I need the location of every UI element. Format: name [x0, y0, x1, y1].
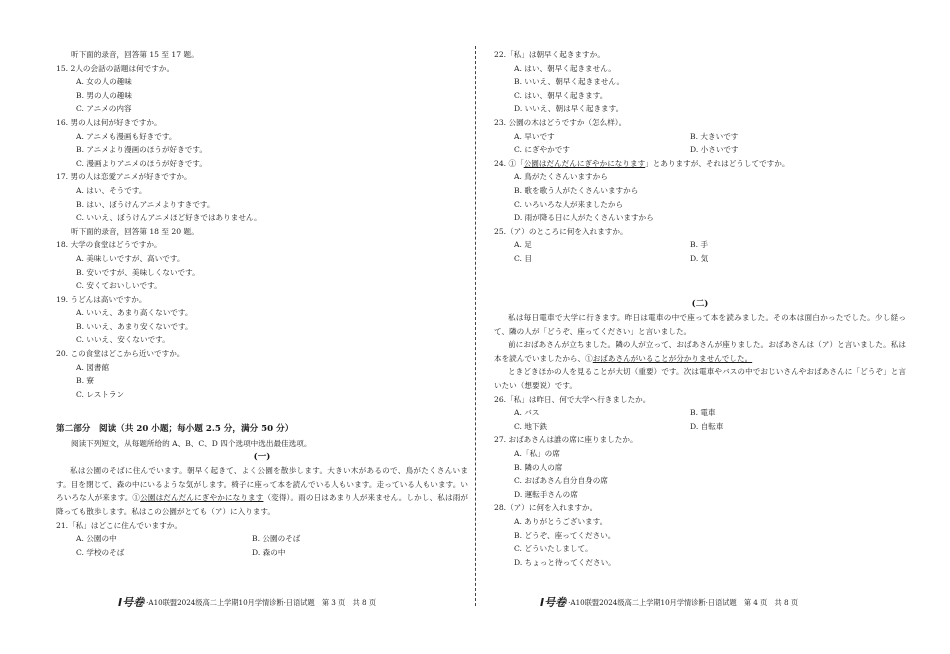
left-page	[56, 48, 468, 559]
listening-line[interactable]: B. いいえ、あまり安くないです。	[76, 321, 193, 331]
listening-line: 17. 男の人は恋愛アニメが好きですか。	[56, 172, 192, 182]
left-footer-text: ·A10联盟2024级高二上学期10月学情诊断·日语试题 第 3 页 共 8 页	[146, 598, 377, 607]
q26-option-d[interactable]: D. 自転車	[690, 421, 724, 431]
q25-options-row-2	[494, 252, 906, 266]
q23-option-a[interactable]: A. 早いです	[514, 131, 555, 141]
passage-2-paragraph-1: 私は毎日電車で大学に行きます。昨日は電車の中で座って本を読みました。その本は面白かったでした。少し経って、隣の人が「どうぞ、座ってください」と言いました。	[494, 313, 906, 336]
q27-option-c[interactable]: C. おばあさん自分自身の席	[514, 476, 608, 486]
listening-line: 16. 男の人は何が好きですか。	[56, 117, 162, 127]
listening-line: 15. 2人の会話の話題は何ですか。	[56, 63, 175, 73]
q23-options-row-2	[494, 143, 906, 157]
listening-line: 19. うどんは高いですか。	[56, 294, 147, 304]
listening-line[interactable]: B. アニメより漫画のほうが好きです。	[76, 145, 207, 155]
q24-option-d[interactable]: D. 雨が降る日に人がたくさんいますから	[514, 213, 654, 223]
q26-option-c[interactable]: C. 地下鉄	[514, 421, 548, 431]
q26-stem: 26.「私」は昨日、何で大学へ行きましたか。	[494, 394, 651, 404]
left-footer	[118, 596, 376, 610]
listening-line[interactable]: A. アニメも漫画も好きです。	[76, 131, 177, 141]
q27-stem: 27. おばあさんは誰の席に座りましたか。	[494, 435, 638, 445]
q23-stem: 23. 公園の木はどうですか（怎么样）。	[494, 117, 627, 127]
listening-line[interactable]: B. 安いですが、美味しくないです。	[76, 267, 200, 277]
listening-line: 听下面的录音，回答第 15 至 17 题。	[71, 50, 199, 59]
listening-line[interactable]: C. いいえ、ぼうけんアニメほど好きではありません。	[76, 213, 262, 223]
q26-option-a[interactable]: A. バス	[514, 408, 540, 418]
q23-option-c[interactable]: C. にぎやかです	[514, 145, 570, 155]
q26-options-row-1	[494, 406, 906, 420]
q21-option-c[interactable]: C. 学校のそば	[76, 547, 125, 557]
q28-stem: 28.（ア）に何を入れますか。	[494, 503, 598, 513]
listening-line[interactable]: C. いいえ、安くないです。	[76, 335, 170, 345]
q22-option-a[interactable]: A. はい、朝早く起きません。	[514, 63, 616, 73]
passage-1-underlined: 公園はだんだんにぎやかになります	[140, 493, 264, 503]
q23-option-b[interactable]: B. 大きいです	[690, 131, 739, 141]
q27-option-a[interactable]: A.「私」の席	[514, 449, 560, 459]
passage-1-heading: (一)	[253, 451, 271, 462]
right-footer-text: ·A10联盟2024级高二上学期10月学情诊断·日语试题 第 4 页 共 8 页	[568, 598, 799, 607]
passage-2-paragraph-2: 前におばあさんが立ちました。隣の人が立って、おばあさんが座りました。おばあさんは（ア）と言いました。私は本を読んでいましたから、①おばあさんがいることが分かりませんでした。	[494, 340, 906, 363]
passage-2-paragraph-3: ときどきほかの人を見ることが大切（重要）です。次は電車やバスの中でおじいさんやおばあさんに「どうぞ」と言いたい（想要说）です。	[494, 367, 906, 391]
q21-options-row-2	[56, 546, 468, 560]
listening-line[interactable]: A. 美味しいですが、高いです。	[76, 253, 185, 263]
listening-line[interactable]: B. 男の人の趣味	[76, 90, 132, 100]
q21-option-d[interactable]: D. 森の中	[252, 547, 286, 557]
listening-questions-15-20	[56, 48, 468, 401]
q25-option-d[interactable]: D. 気	[690, 253, 709, 263]
q24-option-c[interactable]: C. いろいろな人が来ましたから	[514, 199, 624, 209]
q25-stem: 25.（ア）のところに何を入れますか。	[494, 226, 628, 236]
q21-option-a[interactable]: A. 公園の中	[76, 534, 117, 544]
logo-icon: I号卷	[118, 596, 145, 609]
q25-option-b[interactable]: B. 手	[690, 240, 709, 250]
q24-option-b[interactable]: B. 歌を歌う人がたくさんいますから	[514, 185, 639, 195]
listening-line[interactable]: C. 漫画よりアニメのほうが好きです。	[76, 158, 207, 168]
q27-option-b[interactable]: B. 隣の人の席	[514, 462, 563, 472]
listening-line[interactable]: B. 寮	[76, 376, 95, 386]
listening-line[interactable]: A. いいえ、あまり高くないです。	[76, 308, 193, 318]
q25-option-a[interactable]: A. 足	[514, 240, 532, 250]
listening-line[interactable]: C. アニメの内容	[76, 104, 132, 114]
q28-option-b[interactable]: B. どうぞ、座ってください。	[514, 530, 616, 540]
listening-line[interactable]: A. はい、そうです。	[76, 185, 147, 195]
passage-2-heading: (二)	[691, 298, 709, 309]
q21-option-b[interactable]: B. 公園のそば	[252, 534, 301, 544]
listening-line[interactable]: A. 図書館	[76, 362, 110, 372]
page-divider	[475, 46, 476, 606]
q22-option-d[interactable]: D. いいえ、朝は早く起きます。	[514, 104, 624, 114]
q21-options-row-1	[56, 532, 468, 546]
q26-option-b[interactable]: B. 電車	[690, 408, 716, 418]
q22-option-c[interactable]: C. はい、朝早く起きます。	[514, 90, 608, 100]
q22-option-b[interactable]: B. いいえ、朝早く起きません。	[514, 77, 625, 87]
q21-stem: 21.「私」はどこに住んでいますか。	[56, 520, 182, 530]
listening-line[interactable]: C. レストラン	[76, 389, 125, 399]
q25-options-row-1	[494, 238, 906, 252]
q24-option-a[interactable]: A. 鳥がたくさんいますから	[514, 172, 608, 182]
listening-line: 听下面的录音，回答第 18 至 20 题。	[71, 226, 199, 236]
q22-stem: 22.「私」は朝早く起きますか。	[494, 50, 605, 59]
right-footer	[540, 596, 798, 610]
q28-option-c[interactable]: C. どういたしまして。	[514, 544, 593, 554]
listening-line: 20. この食堂はどこから近いですか。	[56, 349, 185, 359]
q26-options-row-2	[494, 420, 906, 434]
q23-options-row-1	[494, 130, 906, 144]
logo-icon: I号卷	[540, 596, 567, 609]
q28-option-d[interactable]: D. ちょっと待ってください。	[514, 557, 616, 567]
listening-line: 18. 大学の食堂はどうですか。	[56, 240, 162, 250]
q24-underlined: 公園はだんだんにぎやかになります	[523, 158, 646, 168]
section-instruction: 阅读下列短文，从每题所给的 A、B、C、D 四个选项中选出最佳选项。	[71, 439, 312, 449]
listening-line[interactable]: A. 女の人の趣味	[76, 77, 132, 87]
listening-line[interactable]: C. 安くておいしいです。	[76, 281, 162, 291]
q25-option-c[interactable]: C. 目	[514, 253, 532, 263]
passage-1-text: 私は公園のそばに住んでいます。朝早く起きて、よく公園を散歩します。大きい木があるので、鳥がたくさんいます。目を閉じて、森の中にいるような気がします。椅子に座って本を読んでいる人もいます。走っている人もいます。いろいろな人が来ます。①公園はだんだんにぎやかになります（変得）。雨の日はあまり人が来ません。しかし、私は雨が降っても散歩します。私はこの公園がとても（ア）に入ります。	[56, 466, 469, 516]
q28-option-a[interactable]: A. ありがとうございます。	[514, 517, 608, 526]
right-page	[494, 48, 906, 569]
q23-option-d[interactable]: D. 小さいです	[690, 145, 739, 155]
passage-2-underlined: おばあさんがいることが分かりませんでした。	[592, 353, 753, 363]
q27-option-d[interactable]: D. 運転手さんの席	[514, 489, 578, 499]
q24-stem: 24. ①「公園はだんだんにぎやかになります」とありますが、それはどうしてですか。	[494, 158, 790, 168]
section-title: 第二部分 阅读（共 20 小题；每小题 2.5 分，满分 50 分）	[56, 424, 294, 435]
listening-line[interactable]: B. はい、ぼうけんアニメよりすきです。	[76, 199, 215, 209]
